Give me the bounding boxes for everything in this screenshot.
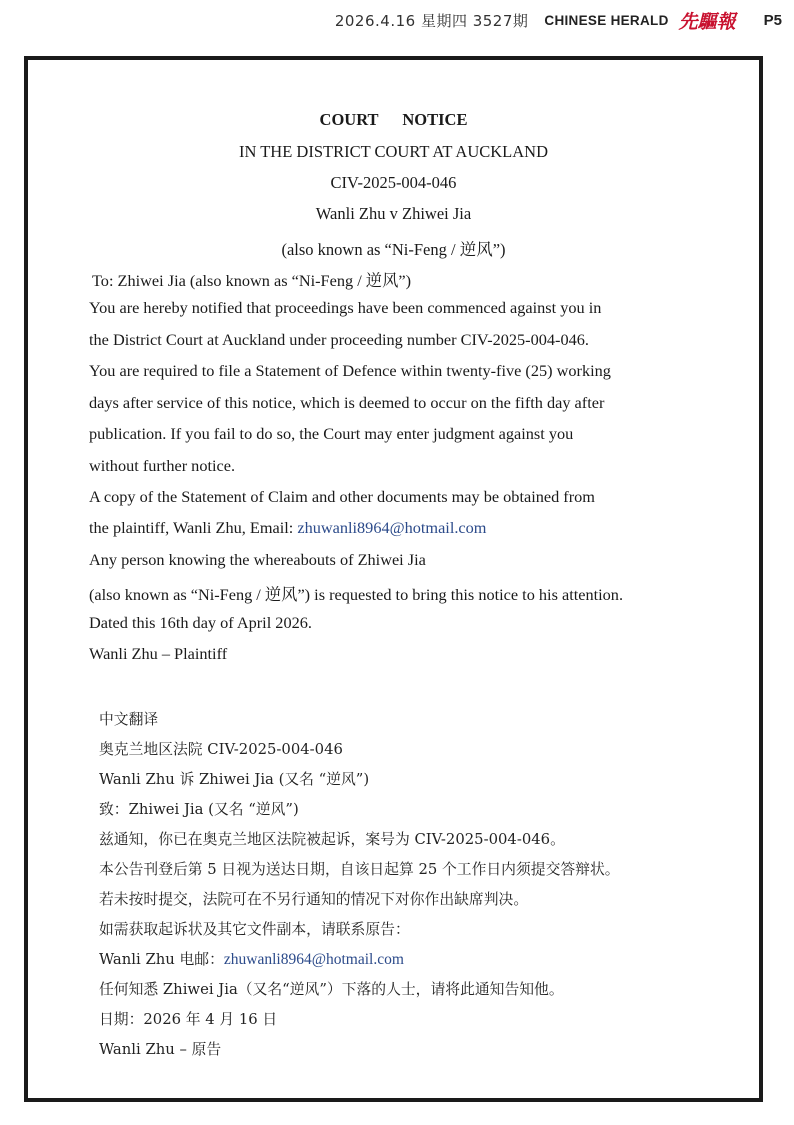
chinese-line: 奥克兰地区法院 CIV-2025-004-046	[99, 741, 343, 758]
issue-date: 2026.4.16 星期四 3527期	[334, 11, 529, 30]
chinese-line: 若未按时提交，法院可在不另行通知的情况下对你作出缺席判决。	[99, 891, 529, 908]
newspaper-logo: 先驅報	[678, 10, 736, 33]
email-link[interactable]: zhuwanli8964@hotmail.com	[297, 518, 487, 537]
body-line: (also known as “Ni-Feng / 逆风”) is requested to bring this notice to his attention.	[89, 585, 624, 604]
parties: Wanli Zhu v Zhiwei Jia	[315, 204, 472, 223]
page-header	[335, 8, 782, 32]
chinese-line: 任何知悉 Zhiwei Jia（又名“逆风”）下落的人士，请将此通知告知他。	[99, 981, 564, 998]
page-number: P5	[763, 11, 782, 29]
chinese-email-prefix: Wanli Zhu 电邮：	[99, 951, 224, 968]
body-line: without further notice.	[89, 456, 236, 475]
chinese-email-link[interactable]: zhuwanli8964@hotmail.com	[223, 951, 404, 968]
notice-title: COURT NOTICE	[319, 110, 468, 129]
chinese-line: 如需获取起诉状及其它文件副本，请联系原告：	[99, 921, 410, 938]
chinese-signature-line: Wanli Zhu – 原告	[99, 1041, 222, 1058]
body-line: publication. If you fail to do so, the Court may enter judgment against you	[89, 424, 574, 443]
chinese-line: 兹通知，你已在奥克兰地区法院被起诉，案号为 CIV-2025-004-046。	[99, 831, 565, 848]
body-line: You are hereby notified that proceedings have been commenced against you in	[89, 298, 602, 317]
alias-line: (also known as “Ni-Feng / 逆风”)	[281, 240, 506, 259]
chinese-line: 本公告刊登后第 5 日视为送达日期，自该日起算 25 个工作日内须提交答辩状。	[99, 861, 620, 878]
body-line: days after service of this notice, which is deemed to occur on the fifth day after	[89, 393, 605, 412]
body-line: the District Court at Auckland under proceeding number CIV-2025-004-046.	[89, 330, 589, 349]
email-line	[89, 518, 486, 538]
chinese-line: 致：Zhiwei Jia (又名 “逆风”)	[99, 801, 299, 818]
notice-frame	[24, 56, 763, 1102]
body-line: A copy of the Statement of Claim and other documents may be obtained from	[89, 487, 595, 506]
addressee: To: Zhiwei Jia (also known as “Ni-Feng / 逆风”)	[92, 271, 411, 290]
case-number: CIV-2025-004-046	[330, 173, 457, 192]
email-prefix: the plaintiff, Wanli Zhu, Email:	[89, 518, 298, 537]
chinese-heading: 中文翻译	[99, 711, 159, 728]
court-name: IN THE DISTRICT COURT AT AUCKLAND	[238, 142, 549, 161]
body-line: Any person knowing the whereabouts of Zhiwei Jia	[89, 550, 426, 569]
newspaper-name: CHINESE HERALD	[544, 12, 669, 28]
chinese-date-line: 日期：2026 年 4 月 16 日	[99, 1011, 278, 1028]
signature-line: Wanli Zhu – Plaintiff	[89, 644, 228, 663]
date-line: Dated this 16th day of April 2026.	[89, 613, 312, 632]
body-line: You are required to file a Statement of Defence within twenty-five (25) working	[89, 361, 611, 380]
chinese-line: Wanli Zhu 诉 Zhiwei Jia (又名 “逆风”)	[99, 771, 370, 788]
chinese-email-line	[99, 948, 404, 969]
